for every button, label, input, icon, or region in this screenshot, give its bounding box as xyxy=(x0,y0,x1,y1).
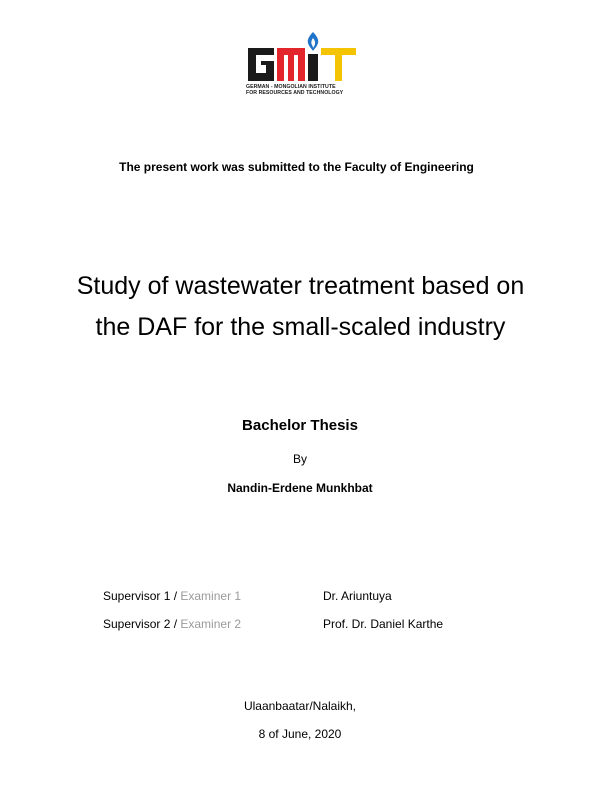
supervisor-role-label: Supervisor 1 / xyxy=(103,589,181,603)
flame-icon xyxy=(308,32,319,51)
supervisor-name: Dr. Ariuntuya xyxy=(323,589,392,603)
thesis-title xyxy=(40,266,561,348)
supervisor-role-label: Supervisor 2 / xyxy=(103,617,181,631)
examiner-label: Examiner 1 xyxy=(180,589,242,603)
examiner-label: Examiner 2 xyxy=(180,617,242,631)
gmit-logo-icon xyxy=(246,30,358,82)
thesis-title-line1: Study of wastewater treatment based on xyxy=(76,272,525,300)
submission-date: 8 of June, 2020 xyxy=(258,727,342,741)
thesis-type: Bachelor Thesis xyxy=(242,417,358,434)
logo-tagline-line1: GERMAN - MONGOLIAN INSTITUTE xyxy=(246,84,336,90)
supervisor-role xyxy=(103,588,241,604)
supervisor-role xyxy=(103,616,241,632)
submission-statement: The present work was submitted to the Faculty of Engineering xyxy=(119,160,474,174)
author-name: Nandin-Erdene Munkhbat xyxy=(227,481,373,495)
institute-logo xyxy=(246,30,358,100)
logo-tagline-line2: FOR RESOURCES AND TECHNOLOGY xyxy=(246,90,344,97)
submission-place: Ulaanbaatar/Nalaikh, xyxy=(243,699,357,713)
thesis-title-line2: the DAF for the small-scaled industry xyxy=(95,313,506,341)
by-label: By xyxy=(292,452,307,466)
logo-tagline xyxy=(246,84,366,96)
supervisor-row xyxy=(103,588,503,604)
supervisor-row xyxy=(103,616,503,632)
supervisor-name: Prof. Dr. Daniel Karthe xyxy=(323,617,444,631)
